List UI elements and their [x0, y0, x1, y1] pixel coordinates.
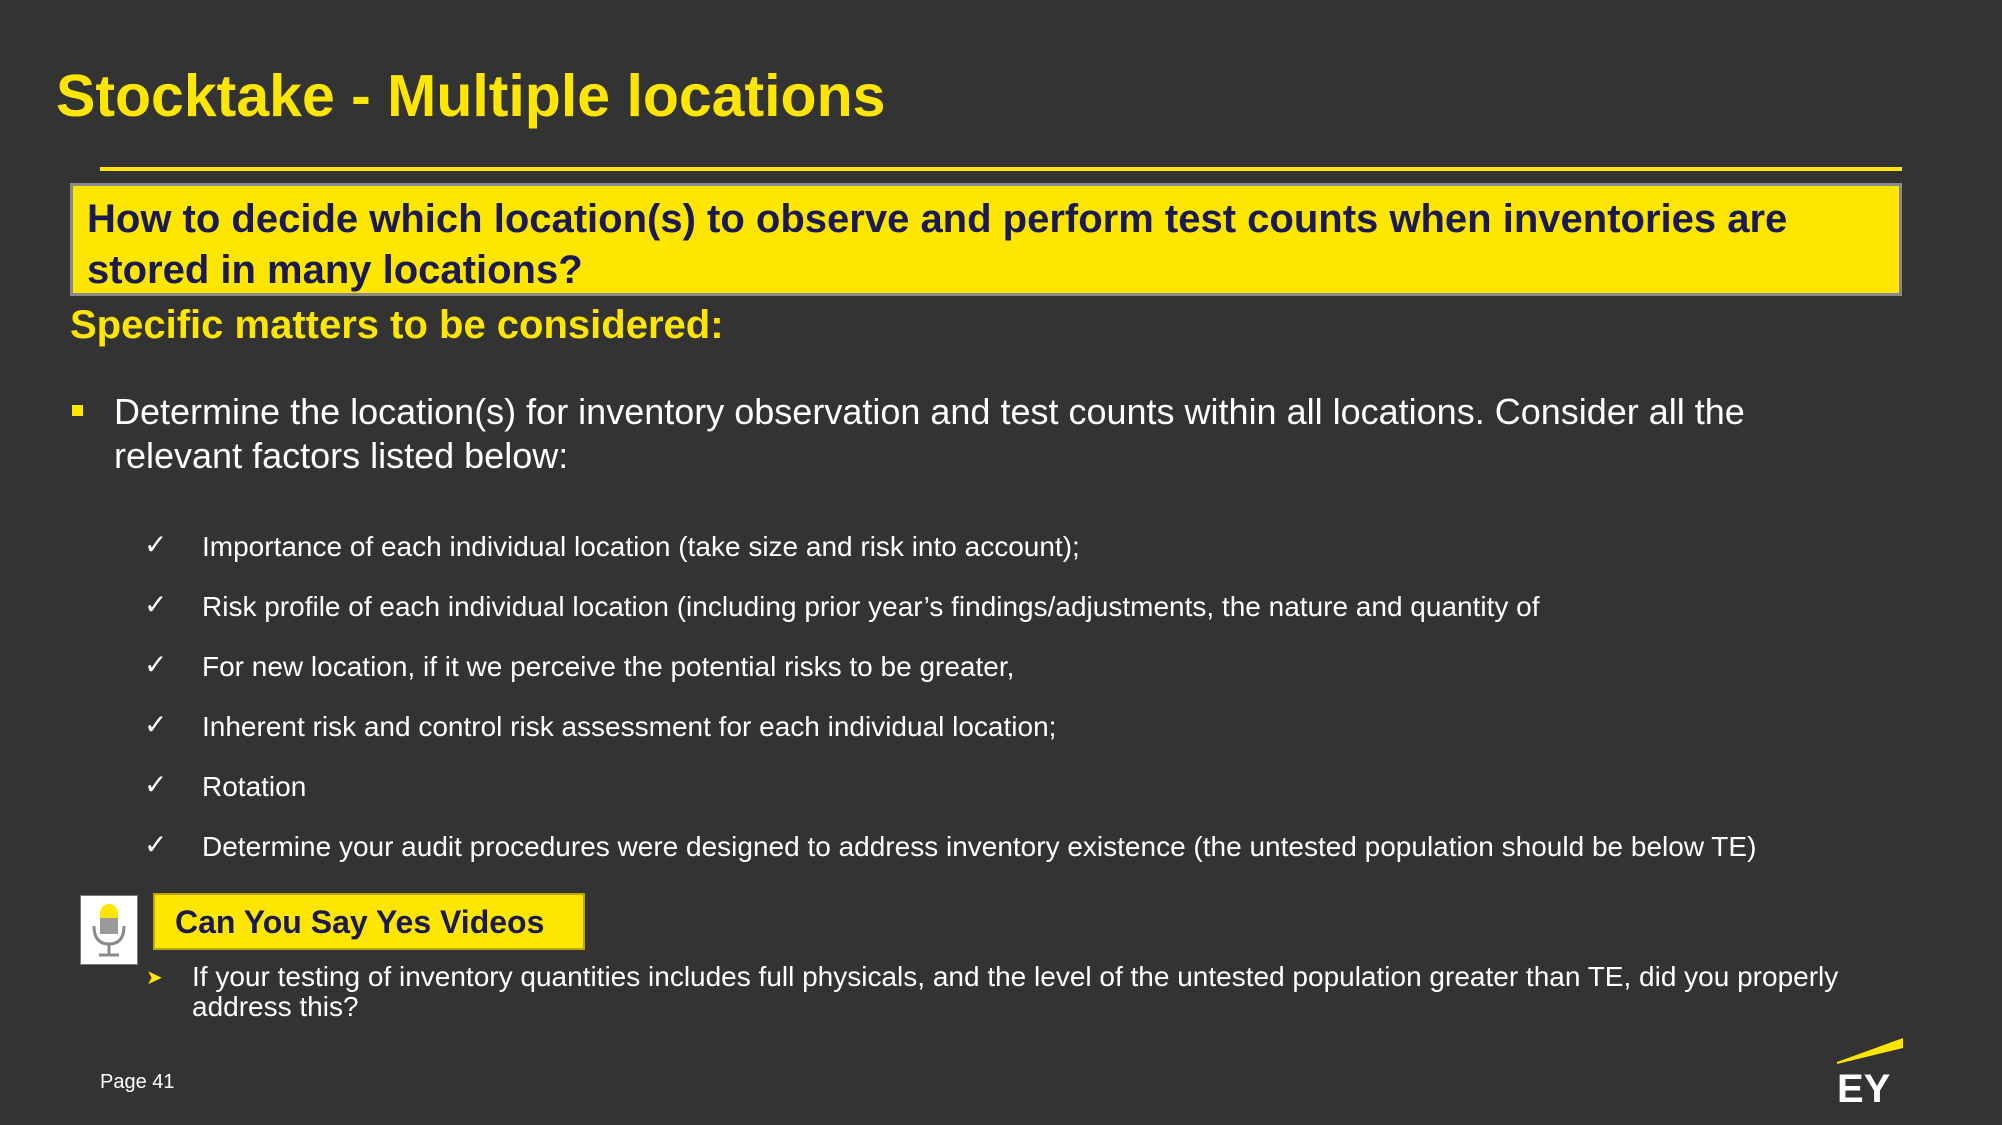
checkmark-icon: ✓ [144, 768, 168, 801]
slide-title: Stocktake - Multiple locations [56, 63, 886, 129]
question-callout: How to decide which location(s) to observe and perform test counts when inventories are stored in many locations? [70, 183, 1902, 296]
checkmark-icon: ✓ [144, 708, 168, 741]
can-you-say-yes-videos-button[interactable]: Can You Say Yes Videos [153, 893, 585, 950]
main-bullet [70, 390, 1850, 478]
checkmark-icon: ✓ [144, 648, 168, 681]
main-bullet-text: Determine the location(s) for inventory observation and test counts within all locations. Consider all the relevant factors listed below: [114, 391, 1745, 476]
yes-question-text: If your testing of inventory quantities includes full physicals, and the level of the untested population greater than TE, did you properly address this? [192, 961, 1839, 1022]
page-number: Page 41 [100, 1071, 175, 1093]
checkmark-icon: ✓ [144, 588, 168, 621]
square-bullet-icon [72, 405, 83, 416]
arrow-bullet-icon: ➤ [146, 965, 163, 989]
subheading: Specific matters to be considered: [70, 303, 724, 347]
microphone-icon[interactable] [80, 895, 138, 965]
svg-text:EY: EY [1837, 1067, 1891, 1106]
ey-logo [1835, 1036, 1905, 1106]
checkmark-icon: ✓ [144, 528, 168, 561]
yes-question-bullet [146, 962, 1846, 1022]
title-underline [100, 167, 1902, 171]
checkmark-icon: ✓ [144, 828, 168, 861]
